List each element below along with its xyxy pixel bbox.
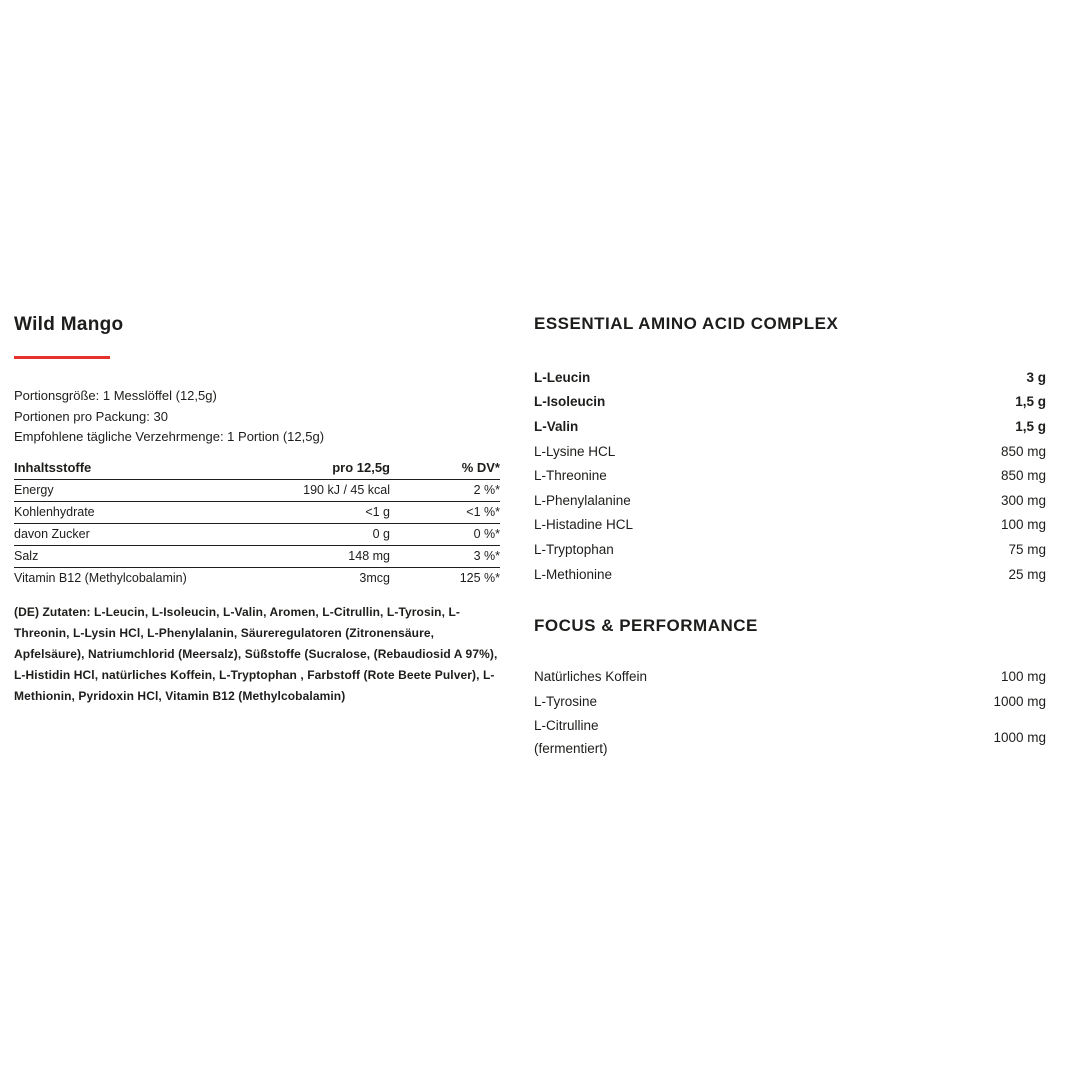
- amino-acid-name: L-Isoleucin: [534, 394, 606, 410]
- nutrient-amount: 3mcg: [359, 571, 390, 585]
- serving-info-line: Portionen pro Packung: 30: [14, 408, 168, 424]
- nutrition-table-row: [14, 479, 500, 501]
- nutrient-amount: 0 g: [210, 523, 390, 545]
- focus-ingredient-name: L-Tyrosine: [534, 693, 598, 709]
- focus-ingredient-name: L-Citrulline (fermentiert): [534, 718, 608, 757]
- amino-acid-amount: 25 mg: [1008, 566, 1046, 582]
- column-header-ingredients: Inhaltsstoffe: [14, 457, 210, 480]
- nutrient-daily-value: 2 %*: [390, 479, 500, 501]
- focus-ingredient-row: [534, 714, 1046, 761]
- amino-acid-amount: 850 mg: [1000, 443, 1046, 459]
- nutrient-name: davon Zucker: [14, 523, 210, 545]
- amino-acid-amount: 100 mg: [1000, 517, 1046, 533]
- amino-acid-name: L-Lysine HCL: [534, 443, 616, 459]
- nutrient-name: Kohlenhydrate: [14, 501, 210, 523]
- right-column: [534, 314, 1046, 761]
- focus-ingredient-row: [534, 664, 1046, 689]
- amino-acid-name: L-Valin: [534, 418, 579, 434]
- amino-acid-name: L-Tryptophan: [534, 541, 614, 557]
- column-header-daily-value: % DV*: [390, 457, 500, 480]
- amino-acid-amount: 300 mg: [1000, 492, 1046, 508]
- amino-acid-amount: 75 mg: [1008, 541, 1046, 557]
- nutrient-amount: 190 kJ / 45 kcal: [210, 479, 390, 501]
- eaa-rows: [534, 365, 1046, 586]
- focus-ingredient-name: Natürliches Koffein: [534, 669, 648, 685]
- nutrient-name: Vitamin B12 (Methylcobalamin): [14, 571, 187, 585]
- focus-ingredient-amount: 100 mg: [1000, 669, 1046, 685]
- amino-acid-name: L-Threonine: [534, 468, 607, 484]
- amino-acid-row: [534, 439, 1046, 464]
- amino-acid-row: [534, 488, 1046, 513]
- amino-acid-row: [534, 537, 1046, 562]
- amino-acid-row: [534, 414, 1046, 439]
- amino-acid-name: L-Methionine: [534, 566, 613, 582]
- serving-info: [14, 386, 500, 448]
- amino-acid-amount: 1,5 g: [1015, 418, 1046, 434]
- nutrient-name: Salz: [14, 545, 210, 567]
- eaa-section-title: ESSENTIAL AMINO ACID COMPLEX: [534, 314, 839, 333]
- nutrient-daily-value: 0 %*: [390, 523, 500, 545]
- amino-acid-amount: 1,5 g: [1015, 394, 1046, 410]
- nutrition-table-row: [14, 523, 500, 545]
- amino-acid-name: L-Histadine HCL: [534, 517, 634, 533]
- amino-acid-name: L-Phenylalanine: [534, 492, 631, 508]
- nutrient-daily-value: 125 %*: [459, 571, 500, 585]
- nutrient-daily-value: <1 %*: [390, 501, 500, 523]
- left-column: [14, 314, 500, 707]
- focus-section-title: FOCUS & PERFORMANCE: [534, 616, 758, 636]
- flavor-title: Wild Mango: [14, 314, 124, 335]
- ingredients-text: (DE) Zutaten: L-Leucin, L-Isoleucin, L-Valin, Aromen, L-Citrullin, L-Tyrosin, L-Threonin, L-Lysin HCl, L-Phenylalanin, Säureregulatoren (Zitronensäure, Apfelsäure), Natriumchlorid (Meersalz), Süßstoffe (Sucralose, (Rebaudiosid A 97%), L-Histidin HCl, natürliches Koffein, L-Tryptophan , Farbstoff (Rote Beete Pulver), L-Methionin, Pyridoxin HCl, Vitamin B12 (Methylcobalamin): [14, 604, 498, 703]
- nutrient-daily-value: 3 %*: [390, 545, 500, 567]
- serving-info-line: Portionsgröße: 1 Messlöffel (12,5g): [14, 388, 217, 403]
- nutrition-table-header-row: [14, 457, 500, 480]
- nutrition-table-row: [14, 545, 500, 567]
- amino-acid-amount: 850 mg: [1000, 468, 1046, 484]
- amino-acid-row: [534, 365, 1046, 390]
- amino-acid-row: [534, 463, 1046, 488]
- amino-acid-row: [534, 562, 1046, 587]
- amino-acid-name: L-Leucin: [534, 369, 591, 385]
- nutrition-table-row: [14, 501, 500, 523]
- focus-ingredient-row: [534, 689, 1046, 714]
- nutrient-amount: 148 mg: [210, 545, 390, 567]
- focus-rows: [534, 664, 1046, 760]
- focus-ingredient-amount: 1000 mg: [993, 729, 1046, 745]
- nutrient-name: Energy: [14, 479, 210, 501]
- serving-info-line: Empfohlene tägliche Verzehrmenge: 1 Portion (12,5g): [14, 429, 325, 444]
- nutrient-amount: <1 g: [210, 501, 390, 523]
- amino-acid-amount: 3 g: [1026, 369, 1046, 385]
- amino-acid-row: [534, 390, 1046, 415]
- amino-acid-row: [534, 513, 1046, 538]
- nutrition-table-row: [14, 567, 500, 589]
- nutrition-table: [14, 457, 500, 589]
- accent-divider: [14, 356, 110, 359]
- column-header-per-serving: pro 12,5g: [210, 457, 390, 480]
- focus-ingredient-amount: 1000 mg: [993, 693, 1046, 709]
